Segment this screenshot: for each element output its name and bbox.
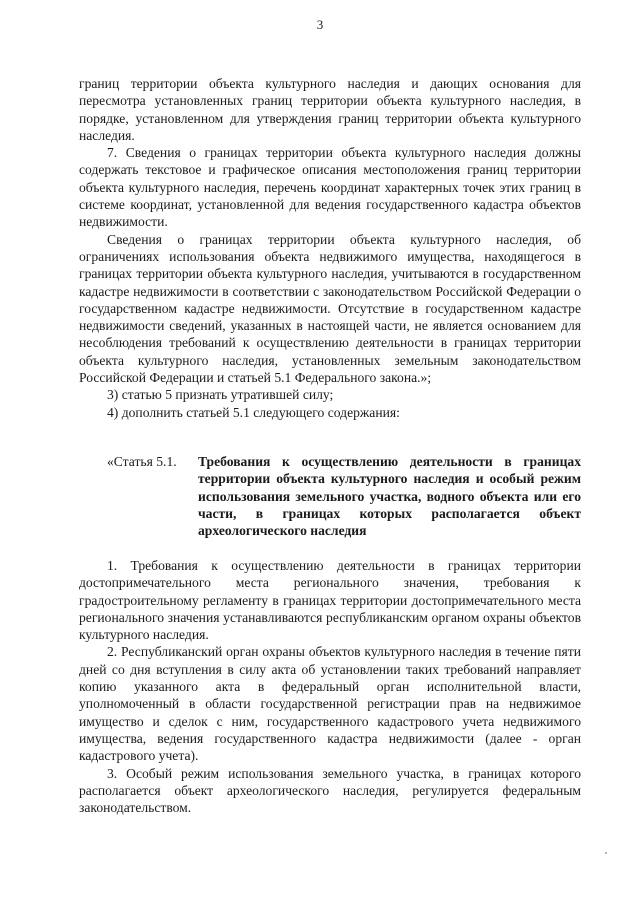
paragraph: 4) дополнить статьей 5.1 следующего содержания: — [107, 404, 400, 420]
top-section — [79, 75, 581, 421]
paragraph: Сведения о границах территории объекта культурного наследия, об ограничениях использования объекта недвижимого имущества, находящегося в границах территории объекта культурного наследия, учитываются в государственном кадастре недвижимости в соответствии с законодательством Российской Федерации о государственном кадастре недвижимости. Отсутствие в государственном кадастре недвижимости сведений, указанных в настоящей части, не является основанием для несоблюдения требований к осуществлению деятельности в границах территории объекта культурного наследия, установленных земельным законодательством Российской Федерации и статьей 5.1 Федерального закона.»; — [79, 231, 581, 386]
paragraph: 7. Сведения о границах территории объекта культурного наследия должны содержать текстовое и графическое описания местоположения границ территории объекта культурного наследия, перечень координат характерных точек этих границ в системе координат, установленной для ведения государственного кадастра объектов недвижимости. — [79, 145, 581, 230]
paragraph: 3. Особый режим использования земельного участка, в границах которого располагается объект археологического наследия, регулируется федеральным законодательством. — [79, 765, 581, 816]
page-number: 3 — [316, 17, 324, 32]
paragraph: 1. Требования к осуществлению деятельности в границах территории достопримечательного места регионального значения, требования к градостроительному регламенту в границах территории достопримечательного места регионального значения устанавливаются республиканским органом охраны объектов культурного наследия. — [79, 558, 581, 643]
article-section — [79, 557, 581, 816]
paragraph: границ территории объекта культурного наследия и дающих основания для пересмотра установленных границ территории объекта культурного наследия, в порядке, установленном для утверждения границ территории объекта культурного наследия. — [79, 76, 581, 143]
paragraph: 3) статью 5 признать утратившей силу; — [107, 387, 334, 403]
paragraph: 2. Республиканский орган охраны объектов культурного наследия в течение пяти дней со дня вступления в силу акта об установлении таких требований направляет копию указанного акта в федеральный орган исполнительной власти, уполномоченный в области государственной регистрации прав на недвижимое имущество и сделок с ним, государственного кадастрового учета недвижимого имущества, ведения государственного кадастра недвижимости (далее - орган кадастрового учета). — [79, 644, 581, 764]
article-prefix: «Статья 5.1. — [107, 454, 177, 469]
scan-dot — [605, 852, 607, 854]
article-title: Требования к осуществлению деятельности в границах территории объекта культурного наследия и особый режим использования земельного участка, водного объекта или его части, в границах которых располагается объект археологического наследия — [198, 454, 581, 539]
